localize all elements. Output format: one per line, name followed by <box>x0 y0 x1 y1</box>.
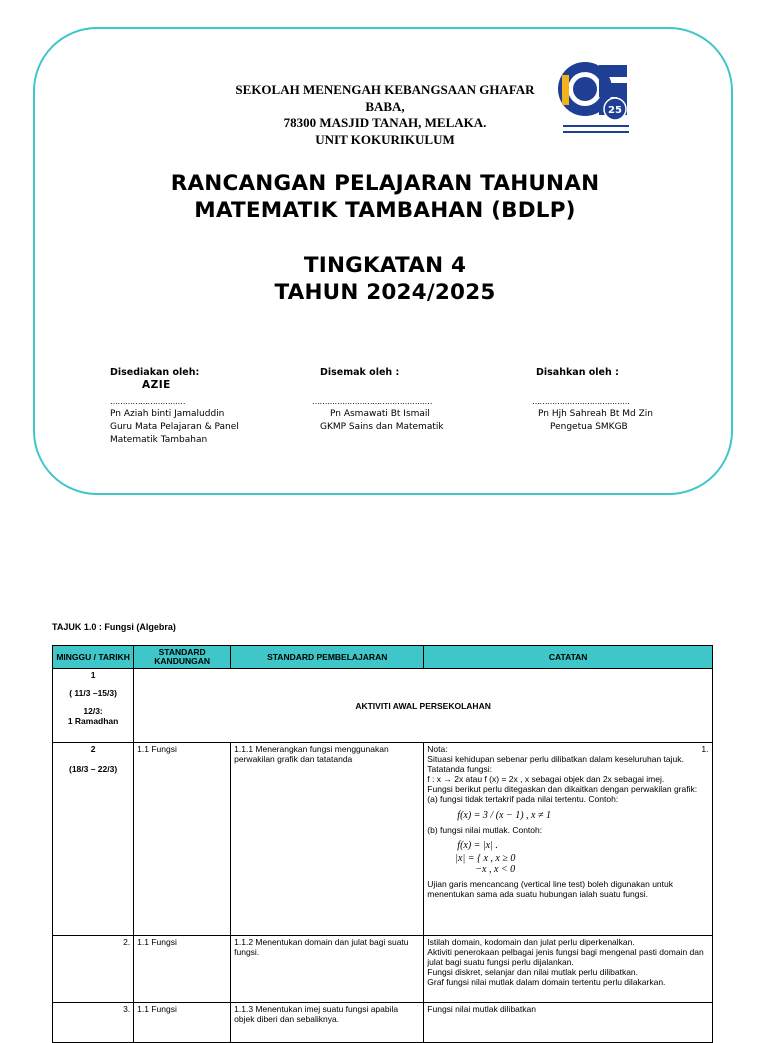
notes-cell <box>424 1003 713 1043</box>
week-cell <box>53 936 134 1003</box>
title-line: RANCANGAN PELAJARAN TAHUNAN <box>170 171 600 196</box>
week-number: 1 <box>90 670 96 680</box>
note-line: Aktiviti penerokaan pelbagai jenis fungsi bagi mengenal pasti domain dan <box>427 947 704 957</box>
item-number: 1. <box>701 744 709 754</box>
table-row <box>53 1003 713 1043</box>
signature-dots: ………………………………………… <box>312 397 432 406</box>
signature-line: Matematik Tambahan <box>110 435 208 445</box>
item-number: 2. <box>123 937 131 947</box>
signature-line: Pn Asmawati Bt Ismail <box>330 409 430 419</box>
signature-line: Pn Hjh Sahreah Bt Md Zin <box>538 409 653 419</box>
learning-standard-cell: 1.1.2 Menentukan domain dan julat bagi suatu fungsi. <box>231 936 424 1003</box>
school-line: SEKOLAH MENENGAH KEBANGSAAN GHAFAR <box>235 82 535 97</box>
title-line: MATEMATIK TAMBAHAN (BDLP) <box>194 198 576 223</box>
note-line: Nota: <box>427 744 448 754</box>
column-header: STANDARD KANDUNGAN <box>134 646 231 669</box>
formula-piecewise-top: |x| = { x , x ≥ 0 <box>455 853 516 864</box>
form-year-title <box>90 252 680 306</box>
note-line: Fungsi berikut perlu ditegaskan dan dikaitkan dengan perwakilan grafik: <box>427 784 698 794</box>
signature-approved <box>528 366 678 434</box>
note-line: Ujian garis mencancang (vertical line test) boleh digunakan untuk <box>427 879 673 889</box>
form-line: TINGKATAN 4 <box>303 253 467 278</box>
signature-line: GKMP Sains dan Matematik <box>320 422 444 432</box>
signature-label: Disediakan oleh: <box>110 367 200 378</box>
learning-standard-cell: 1.1.3 Menentukan imej suatu fungsi apabila objek diberi dan sebaliknya. <box>231 1003 424 1043</box>
school-line: 78300 MASJID TANAH, MELAKA. <box>283 115 487 130</box>
year-line: TAHUN 2024/2025 <box>274 280 496 305</box>
item-number: 3. <box>123 1004 131 1014</box>
table-header-row <box>53 646 713 669</box>
column-header: CATATAN <box>424 646 713 669</box>
school-logo <box>555 55 635 145</box>
week-dates: (18/3 – 22/3) <box>68 764 118 774</box>
note-line: Fungsi nilai mutlak dilibatkan <box>427 1004 536 1014</box>
lesson-plan-table <box>52 645 713 1043</box>
signature-label: Disemak oleh : <box>320 367 400 378</box>
table-row <box>53 743 713 936</box>
notes-cell <box>424 743 713 936</box>
signature-label: Disahkan oleh : <box>536 367 619 378</box>
note-line: menentukan sama ada suatu hubungan ialah suatu fungsi. <box>427 889 648 899</box>
note-line: Graf fungsi nilai mutlak dalam domain tertentu perlu dilakarkan. <box>427 977 666 987</box>
content-standard-cell: 1.1 Fungsi <box>134 1003 231 1043</box>
svg-text:25: 25 <box>608 105 622 116</box>
note-line: Tatatanda fungsi: <box>427 764 493 774</box>
week-note: 12/3: <box>83 706 103 716</box>
signature-dots: ………………………………… <box>532 397 630 406</box>
week-note: 1 Ramadhan <box>67 716 119 726</box>
content-standard-cell: 1.1 Fungsi <box>134 743 231 936</box>
signature-mark: AZIE <box>142 379 171 391</box>
note-line: Situasi kehidupan sebenar perlu dilibatkan dalam keseluruhan tajuk. <box>427 754 684 764</box>
note-line: (a) fungsi tidak tertakrif pada nilai tertentu. Contoh: <box>427 794 619 804</box>
week-number: 2 <box>90 744 96 754</box>
formula-undefined-function: f(x) = 3 / (x − 1) , x ≠ 1 <box>457 810 551 821</box>
content-standard-cell: 1.1 Fungsi <box>134 936 231 1003</box>
school-line: BABA, <box>365 98 405 114</box>
note-line: (b) fungsi nilai mutlak. Contoh: <box>427 825 543 835</box>
week-cell <box>53 669 134 743</box>
signature-checked <box>312 366 472 434</box>
school-line: UNIT KOKURIKULUM <box>315 131 455 147</box>
document-title <box>90 170 680 224</box>
column-header: MINGGU / TARIKH <box>53 646 134 669</box>
table-row <box>53 936 713 1003</box>
activity-label: AKTIVITI AWAL PERSEKOLAHAN <box>355 700 491 711</box>
note-line: f : x → 2x atau f (x) = 2x , x sebagai objek dan 2x sebagai imej. <box>427 774 665 784</box>
week-cell <box>53 1003 134 1043</box>
note-line: Istilah domain, kodomain dan julat perlu diperkenalkan. <box>427 937 635 947</box>
signature-line: Guru Mata Pelajaran & Panel <box>110 422 239 432</box>
activity-cell <box>134 669 713 743</box>
school-name <box>215 82 555 148</box>
column-header: STANDARD PEMBELAJARAN <box>231 646 424 669</box>
topic-heading: TAJUK 1.0 : Fungsi (Algebra) <box>52 622 176 632</box>
signature-prepared <box>110 366 310 447</box>
signature-line: Pengetua SMKGB <box>550 422 628 432</box>
learning-standard-cell: 1.1.1 Menerangkan fungsi menggunakan perwakilan grafik dan tatatanda <box>231 743 424 936</box>
signature-line: Pn Aziah binti Jamaluddin <box>110 409 225 419</box>
formula-piecewise-bottom: −x , x < 0 <box>475 864 516 875</box>
note-line: julat bagi suatu fungsi perlu dijalankan. <box>427 957 574 967</box>
table-row <box>53 669 713 743</box>
signature-dots: ………………………… <box>110 397 185 406</box>
week-dates: ( 11/3 –15/3) <box>69 688 117 698</box>
formula-absolute-value: f(x) = |x| . <box>457 840 498 851</box>
notes-cell <box>424 936 713 1003</box>
note-line: Fungsi diskret, selanjar dan nilai mutlak perlu dilibatkan. <box>427 967 639 977</box>
